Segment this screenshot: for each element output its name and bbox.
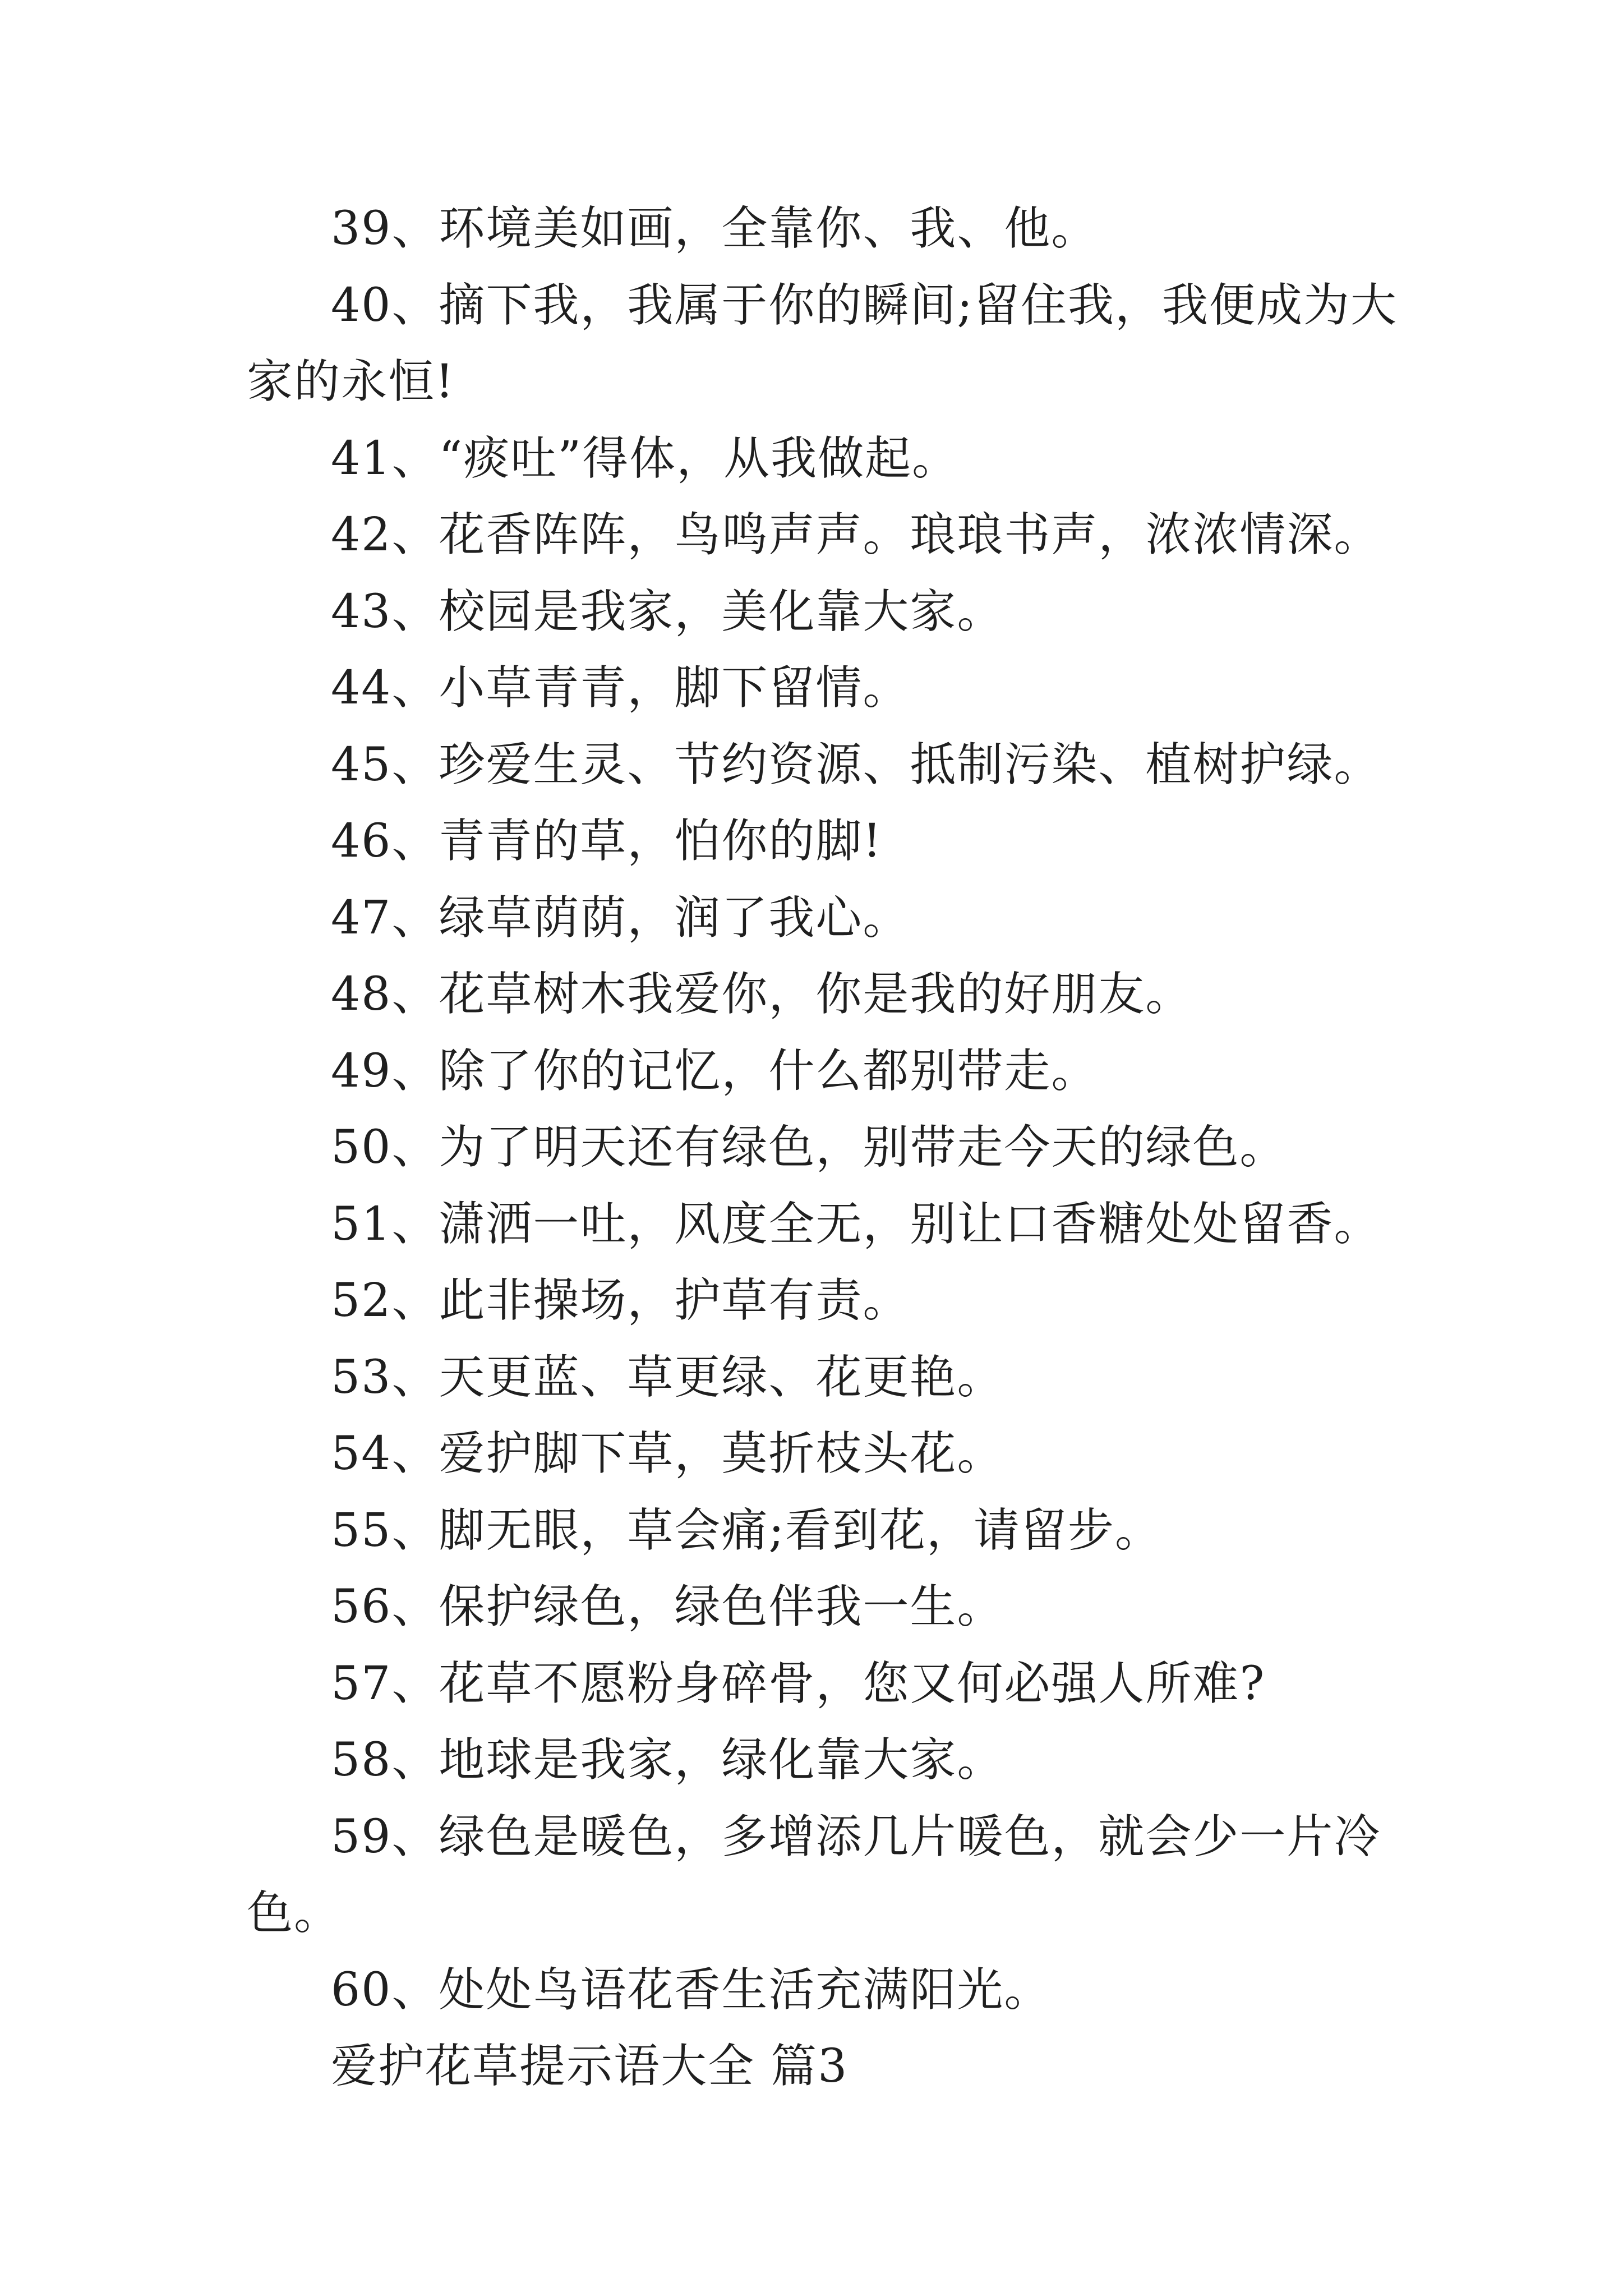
paragraph-55: 55、脚无眼，草会痛;看到花，请留步。 xyxy=(331,1503,1162,1557)
paragraph-60: 60、处处鸟语花香生活充满阳光。 xyxy=(331,1963,1052,2017)
paragraph-42: 42、花香阵阵，鸟鸣声声。琅琅书声，浓浓情深。 xyxy=(331,508,1381,562)
paragraph-49: 49、除了你的记忆，什么都别带走。 xyxy=(331,1044,1099,1098)
paragraph-52: 52、此非操场，护草有责。 xyxy=(331,1274,910,1327)
paragraph-45: 45、珍爱生灵、节约资源、抵制污染、植树护绿。 xyxy=(331,738,1381,792)
paragraph-58: 58、地球是我家，绿化靠大家。 xyxy=(331,1733,1004,1787)
section-heading: 爱护花草提示语大全 篇3 xyxy=(331,2040,849,2093)
paragraph-44: 44、小草青青，脚下留情。 xyxy=(331,661,910,715)
paragraph-57: 57、花草不愿粉身碎骨，您又何必强人所难? xyxy=(331,1657,1266,1710)
paragraph-47: 47、绿草荫荫，润了我心。 xyxy=(331,891,910,945)
paragraph-48: 48、花草树木我爱你，你是我的好朋友。 xyxy=(331,968,1193,1021)
paragraph-56: 56、保护绿色，绿色伴我一生。 xyxy=(331,1580,1004,1634)
paragraph-53: 53、天更蓝、草更绿、花更艳。 xyxy=(331,1350,1004,1404)
paragraph-50: 50、为了明天还有绿色，别带走今天的绿色。 xyxy=(331,1121,1287,1174)
paragraph-40: 40、摘下我，我属于你的瞬间;留住我，我便成为大家的永恒! xyxy=(247,278,1398,408)
paragraph-51: 51、潇洒一吐，风度全无，别让口香糖处处留香。 xyxy=(331,1197,1381,1251)
paragraph-43: 43、校园是我家，美化靠大家。 xyxy=(331,585,1004,638)
paragraph-39: 39、环境美如画，全靠你、我、他。 xyxy=(331,202,1099,255)
document-body xyxy=(247,191,1402,2105)
paragraph-59: 59、绿色是暖色，多增添几片暖色，就会少一片冷色。 xyxy=(247,1810,1381,1940)
paragraph-46: 46、青青的草，怕你的脚! xyxy=(331,815,883,868)
paragraph-54: 54、爱护脚下草，莫折枝头花。 xyxy=(331,1427,1004,1480)
paragraph-41: 41、“痰吐”得体，从我做起。 xyxy=(331,431,960,485)
